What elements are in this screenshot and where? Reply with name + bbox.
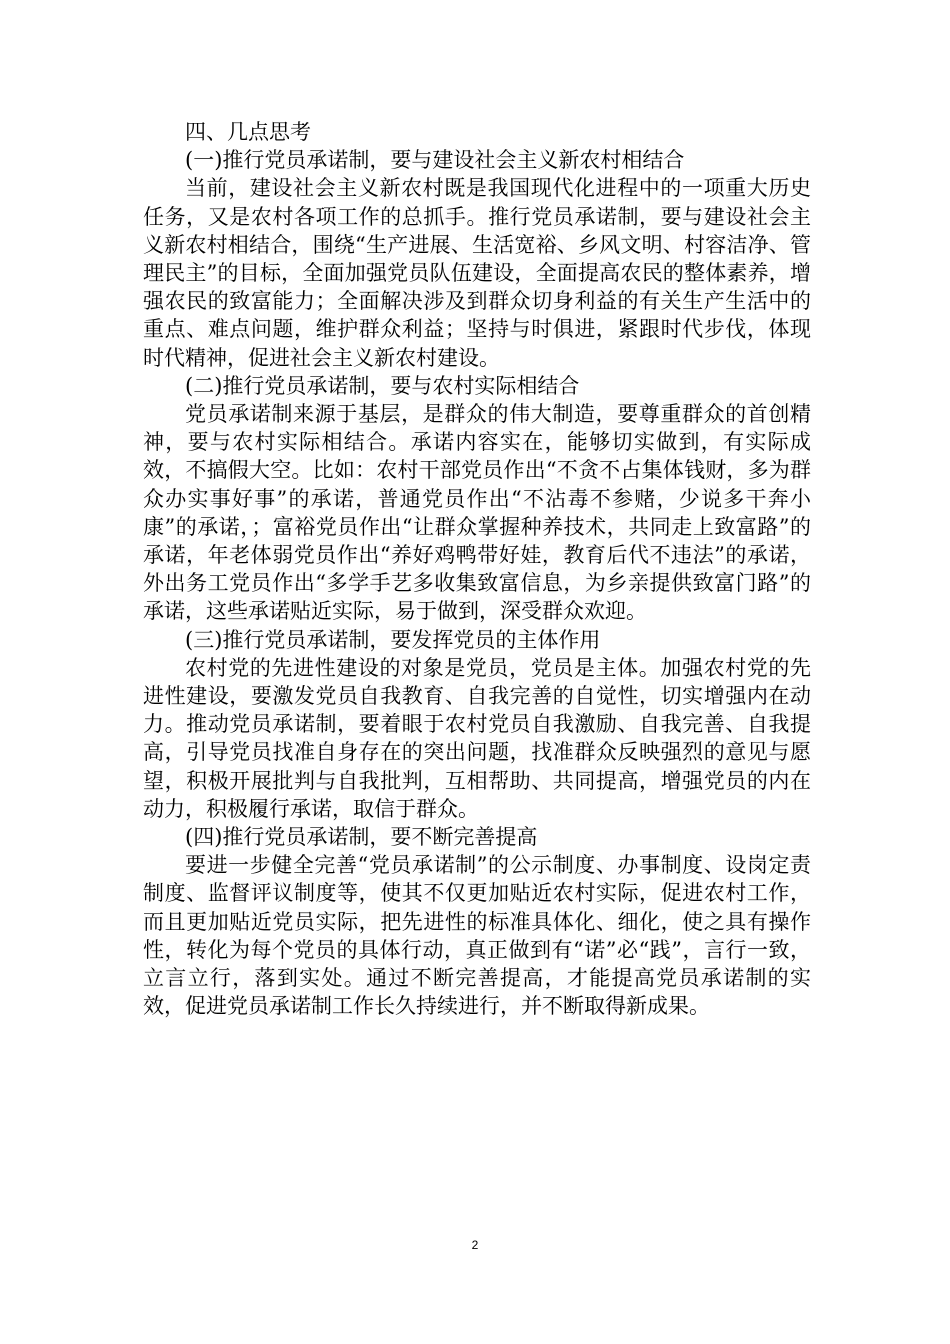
body-paragraph-2: 党员承诺制来源于基层，是群众的伟大制造，要尊重群众的首创精神，要与农村实际相结合。承诺内容实在，能够切实做到，有实际成效，不搞假大空。比如：农村干部党员作出“不贪不占集体钱财，多为群众办实事好事”的承诺，普通党员作出“不沾毒不参赌，少说多干奔小康”的承诺，；富裕党员作出“让群众掌握种养技术，共同走上致富路”的承诺，年老体弱党员作出“养好鸡鸭带好娃，教育后代不违法”的承诺，外出务工党员作出“多学手艺多收集致富信息，为乡亲提供致富门路”的承诺，这些承诺贴近实际，易于做到，深受群众欢迎。: [143, 402, 811, 624]
document-body: [143, 118, 811, 1021]
subsection-heading-1: (一)推行党员承诺制，要与建设社会主义新农村相结合: [185, 148, 685, 173]
subsection-heading-2: (二)推行党员承诺制，要与农村实际相结合: [185, 373, 580, 398]
page-number: 2: [471, 1238, 479, 1252]
subsection-heading-3: (三)推行党员承诺制，要发挥党员的主体作用: [185, 627, 601, 652]
body-paragraph-1: 当前，建设社会主义新农村既是我国现代化进程中的一项重大历史任务，又是农村各项工作的总抓手。推行党员承诺制，要与建设社会主义新农村相结合，围绕“生产进展、生活宽裕、乡风文明、村容洁净、管理民主”的目标，全面加强党员队伍建设，全面提高农民的整体素养，增强农民的致富能力；全面解决涉及到群众切身利益的有关生产生活中的重点、难点问题，维护群众利益；坚持与时俱进，紧跟时代步伐，体现时代精神，促进社会主义新农村建设。: [143, 176, 811, 370]
subsection-heading-4: (四)推行党员承诺制，要不断完善提高: [185, 825, 538, 850]
body-paragraph-3: 农村党的先进性建设的对象是党员，党员是主体。加强农村党的先进性建设，要激发党员自我教育、自我完善的自觉性，切实增强内在动力。推动党员承诺制，要着眼于农村党员自我激励、自我完善、自我提高，引导党员找准自身存在的突出问题，找准群众反映强烈的意见与愿望，积极开展批判与自我批判，互相帮助、共同提高，增强党员的内在动力，积极履行承诺，取信于群众。: [143, 655, 811, 821]
section-heading: 四、几点思考: [185, 120, 311, 144]
body-paragraph-4: 要进一步健全完善“党员承诺制”的公示制度、办事制度、设岗定责制度、监督评议制度等，使其不仅更加贴近农村实际，促进农村工作，而且更加贴近党员实际，把先进性的标准具体化、细化，使之具有操作性，转化为每个党员的具体行动，真正做到有“诺”必“践”，言行一致，立言立行，落到实处。通过不断完善提高，才能提高党员承诺制的实效，促进党员承诺制工作长久持续进行，并不断取得新成果。: [143, 853, 811, 1019]
